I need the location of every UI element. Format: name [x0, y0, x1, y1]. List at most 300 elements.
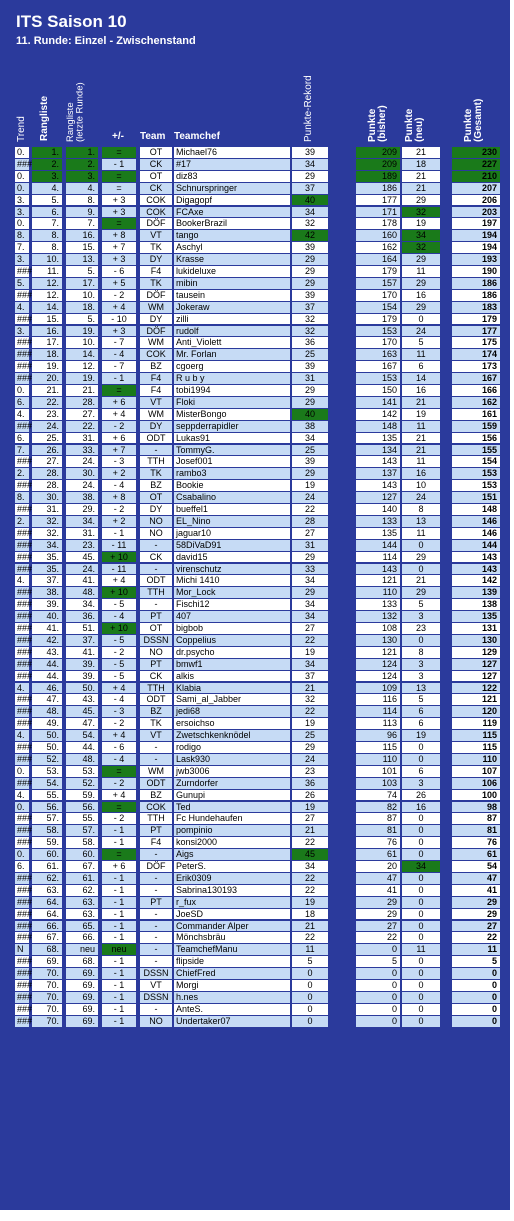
cell-points-total: 29	[452, 909, 500, 920]
cell-change: - 1	[102, 373, 136, 384]
cell-trend: ###	[17, 1003, 33, 1014]
cell-points-before: 141	[356, 397, 400, 408]
cell-points-before: 116	[356, 694, 400, 705]
cell-points-new: 6	[402, 718, 440, 729]
cell-points-total: 121	[452, 694, 500, 705]
cell-record: 0	[292, 968, 328, 979]
cell-rank: 61.	[32, 861, 62, 872]
header-rangliste-letzte: Rangliste (letzte Runde)	[65, 82, 86, 142]
cell-points-before: 130	[356, 635, 400, 646]
cell-points-before: 162	[356, 242, 400, 253]
cell-points-total: 0	[452, 1004, 500, 1015]
cell-rank: 44.	[32, 659, 62, 670]
cell-prev-rank: 2.	[66, 159, 98, 170]
cell-points-total: 0	[452, 980, 500, 991]
cell-rank: 6.	[32, 207, 62, 218]
cell-points-new: 0	[402, 1016, 440, 1027]
cell-change: - 1	[102, 968, 136, 979]
cell-trend: 4.	[15, 730, 29, 741]
cell-points-total: 100	[452, 790, 500, 801]
cell-change: + 4	[102, 575, 136, 586]
cell-points-new: 0	[402, 980, 440, 991]
cell-prev-rank: 63.	[66, 909, 98, 920]
cell-trend: 7.	[15, 242, 29, 253]
cell-points-new: 5	[402, 599, 440, 610]
cell-teamchef: Aigs	[174, 849, 290, 860]
cell-change: - 1	[102, 909, 136, 920]
cell-teamchef: rambo3	[174, 468, 290, 479]
cell-team: TTH	[140, 813, 172, 824]
cell-trend: ###	[17, 932, 33, 943]
cell-points-before: 81	[356, 825, 400, 836]
cell-rank: 55.	[32, 790, 62, 801]
cell-points-total: 193	[452, 254, 500, 265]
cell-record: 36	[292, 778, 328, 789]
cell-record: 34	[292, 659, 328, 670]
cell-points-before: 177	[356, 195, 400, 206]
cell-team: COK	[140, 802, 172, 813]
cell-teamchef: rudolf	[174, 326, 290, 337]
cell-trend: 0.	[15, 802, 29, 813]
cell-team: DSSN	[140, 992, 172, 1003]
cell-points-before: 82	[356, 802, 400, 813]
cell-trend: ###	[17, 611, 33, 622]
cell-team: -	[140, 742, 172, 753]
cell-teamchef: bigbob	[174, 623, 290, 634]
cell-team: BZ	[140, 706, 172, 717]
cell-prev-rank: 62.	[66, 885, 98, 896]
cell-teamchef: ersoichso	[174, 718, 290, 729]
cell-record: 5	[292, 956, 328, 967]
cell-team: -	[140, 909, 172, 920]
cell-team: F4	[140, 385, 172, 396]
cell-trend: ###	[17, 968, 33, 979]
cell-record: 22	[292, 932, 328, 943]
cell-rank: 31.	[32, 504, 62, 515]
cell-points-before: 171	[356, 207, 400, 218]
cell-rank: 21.	[32, 385, 62, 396]
cell-rank: 64.	[32, 909, 62, 920]
cell-trend: ###	[17, 753, 33, 764]
cell-teamchef: Michi 1410	[174, 575, 290, 586]
page-title: ITS Saison 10	[16, 12, 127, 31]
cell-teamchef: tobi1994	[174, 385, 290, 396]
cell-prev-rank: 5.	[66, 266, 98, 277]
cell-record: 34	[292, 599, 328, 610]
cell-trend: ###	[17, 646, 33, 657]
cell-prev-rank: 23.	[66, 540, 98, 551]
cell-trend: 8.	[15, 230, 29, 241]
cell-team: DSSN	[140, 635, 172, 646]
cell-trend: ###	[17, 991, 33, 1002]
cell-change: - 1	[102, 159, 136, 170]
cell-record: 24	[292, 754, 328, 765]
cell-points-new: 10	[402, 480, 440, 491]
cell-teamchef: seppderrapidler	[174, 421, 290, 432]
cell-team: COK	[140, 195, 172, 206]
cell-trend: 0.	[15, 183, 29, 194]
cell-points-new: 0	[402, 754, 440, 765]
cell-trend: N	[15, 944, 29, 955]
cell-change: =	[102, 802, 136, 813]
cell-points-before: 153	[356, 326, 400, 337]
cell-change: + 4	[102, 790, 136, 801]
cell-rank: 63.	[32, 885, 62, 896]
cell-prev-rank: 69.	[66, 980, 98, 991]
cell-team: PT	[140, 825, 172, 836]
cell-prev-rank: 45.	[66, 552, 98, 563]
cell-team: ODT	[140, 778, 172, 789]
cell-points-new: 8	[402, 504, 440, 515]
cell-points-new: 26	[402, 790, 440, 801]
cell-rank: 64.	[32, 897, 62, 908]
cell-points-new: 6	[402, 766, 440, 777]
cell-points-before: 27	[356, 921, 400, 932]
cell-prev-rank: 48.	[66, 587, 98, 598]
cell-rank: 43.	[32, 647, 62, 658]
cell-prev-rank: 34.	[66, 599, 98, 610]
cell-teamchef: Erik0309	[174, 873, 290, 884]
cell-teamchef: Undertaker07	[174, 1016, 290, 1027]
cell-team: WM	[140, 409, 172, 420]
cell-teamchef: jedi68	[174, 706, 290, 717]
cell-prev-rank: 69.	[66, 968, 98, 979]
cell-points-before: 113	[356, 718, 400, 729]
cell-teamchef: alkis	[174, 671, 290, 682]
cell-teamchef: Lask930	[174, 754, 290, 765]
cell-points-total: 194	[452, 242, 500, 253]
cell-points-new: 19	[402, 730, 440, 741]
cell-record: 27	[292, 813, 328, 824]
cell-teamchef: jwb3006	[174, 766, 290, 777]
cell-points-before: 143	[356, 480, 400, 491]
cell-teamchef: EL_Nino	[174, 516, 290, 527]
cell-points-new: 16	[402, 385, 440, 396]
cell-prev-rank: 7.	[66, 218, 98, 229]
cell-prev-rank: 9.	[66, 207, 98, 218]
cell-record: 0	[292, 992, 328, 1003]
cell-rank: 50.	[32, 742, 62, 753]
cell-points-total: 41	[452, 885, 500, 896]
cell-points-before: 20	[356, 861, 400, 872]
cell-change: - 2	[102, 421, 136, 432]
cell-team: DSSN	[140, 968, 172, 979]
cell-rank: 53.	[32, 766, 62, 777]
cell-team: -	[140, 944, 172, 955]
cell-points-new: 0	[402, 825, 440, 836]
cell-prev-rank: 63.	[66, 897, 98, 908]
cell-rank: 44.	[32, 671, 62, 682]
cell-points-total: 142	[452, 575, 500, 586]
cell-record: 22	[292, 873, 328, 884]
cell-points-new: 29	[402, 254, 440, 265]
cell-teamchef: Floki	[174, 397, 290, 408]
cell-team: F4	[140, 266, 172, 277]
cell-teamchef: konsi2000	[174, 837, 290, 848]
cell-points-new: 3	[402, 778, 440, 789]
cell-points-before: 0	[356, 1016, 400, 1027]
cell-team: CK	[140, 183, 172, 194]
cell-prev-rank: 39.	[66, 659, 98, 670]
cell-points-total: 207	[452, 183, 500, 194]
cell-points-total: 186	[452, 290, 500, 301]
cell-change: - 4	[102, 754, 136, 765]
cell-teamchef: mibin	[174, 278, 290, 289]
cell-points-new: 0	[402, 921, 440, 932]
cell-rank: 23.	[32, 409, 62, 420]
cell-points-new: 6	[402, 361, 440, 372]
cell-change: + 6	[102, 433, 136, 444]
cell-change: - 4	[102, 349, 136, 360]
cell-points-total: 135	[452, 611, 500, 622]
cell-points-before: 0	[356, 968, 400, 979]
cell-change: - 6	[102, 742, 136, 753]
cell-record: 28	[292, 516, 328, 527]
cell-record: 26	[292, 790, 328, 801]
cell-team: TK	[140, 468, 172, 479]
cell-record: 39	[292, 361, 328, 372]
cell-teamchef: PeterS.	[174, 861, 290, 872]
cell-prev-rank: 43.	[66, 694, 98, 705]
cell-points-before: 108	[356, 623, 400, 634]
cell-change: - 1	[102, 837, 136, 848]
cell-prev-rank: 57.	[66, 825, 98, 836]
cell-points-before: 209	[356, 147, 400, 158]
cell-change: + 7	[102, 242, 136, 253]
cell-points-new: 32	[402, 207, 440, 218]
cell-team: -	[140, 599, 172, 610]
cell-points-total: 153	[452, 468, 500, 479]
cell-points-before: 189	[356, 171, 400, 182]
cell-record: 29	[292, 587, 328, 598]
cell-points-before: 110	[356, 587, 400, 598]
cell-points-total: 159	[452, 421, 500, 432]
cell-teamchef: 58DiVaD91	[174, 540, 290, 551]
cell-points-new: 6	[402, 706, 440, 717]
cell-team: DÖF	[140, 290, 172, 301]
cell-points-new: 3	[402, 611, 440, 622]
cell-prev-rank: neu	[66, 944, 98, 955]
cell-teamchef: jaguar10	[174, 528, 290, 539]
cell-teamchef: Schnurspringer	[174, 183, 290, 194]
cell-rank: 52.	[32, 754, 62, 765]
cell-team: BZ	[140, 480, 172, 491]
cell-points-total: 61	[452, 849, 500, 860]
cell-team: PT	[140, 659, 172, 670]
cell-record: 34	[292, 159, 328, 170]
cell-record: 18	[292, 909, 328, 920]
cell-trend: ###	[17, 289, 33, 300]
cell-team: -	[140, 754, 172, 765]
cell-record: 0	[292, 1016, 328, 1027]
cell-prev-rank: 37.	[66, 635, 98, 646]
cell-trend: ###	[17, 837, 33, 848]
cell-record: 31	[292, 540, 328, 551]
cell-prev-rank: 18.	[66, 302, 98, 313]
cell-rank: 37.	[32, 575, 62, 586]
cell-trend: ###	[17, 872, 33, 883]
cell-record: 0	[292, 980, 328, 991]
cell-team: ODT	[140, 575, 172, 586]
cell-team: VT	[140, 980, 172, 991]
cell-record: 32	[292, 694, 328, 705]
cell-trend: 6.	[15, 861, 29, 872]
cell-prev-rank: 12.	[66, 361, 98, 372]
cell-record: 29	[292, 397, 328, 408]
cell-rank: 69.	[32, 956, 62, 967]
cell-trend: ###	[17, 908, 33, 919]
cell-trend: 2.	[15, 516, 29, 527]
cell-points-total: 138	[452, 599, 500, 610]
cell-teamchef: Coppelius	[174, 635, 290, 646]
cell-prev-rank: 31.	[66, 528, 98, 539]
cell-points-before: 114	[356, 552, 400, 563]
cell-teamchef: TommyG.	[174, 445, 290, 456]
cell-points-total: 227	[452, 159, 500, 170]
cell-change: - 5	[102, 671, 136, 682]
cell-points-new: 21	[402, 147, 440, 158]
cell-points-total: 98	[452, 802, 500, 813]
cell-points-before: 142	[356, 409, 400, 420]
cell-rank: 46.	[32, 683, 62, 694]
cell-points-total: 175	[452, 337, 500, 348]
cell-teamchef: david15	[174, 552, 290, 563]
cell-team: TK	[140, 718, 172, 729]
cell-points-total: 0	[452, 992, 500, 1003]
cell-points-total: 206	[452, 195, 500, 206]
cell-change: - 1	[102, 992, 136, 1003]
cell-teamchef: r_fux	[174, 897, 290, 908]
cell-points-before: 109	[356, 683, 400, 694]
cell-points-before: 103	[356, 778, 400, 789]
cell-points-before: 170	[356, 337, 400, 348]
cell-points-before: 163	[356, 349, 400, 360]
cell-points-before: 127	[356, 492, 400, 503]
cell-team: COK	[140, 349, 172, 360]
cell-points-total: 110	[452, 754, 500, 765]
cell-trend: ###	[17, 361, 33, 372]
cell-points-before: 0	[356, 980, 400, 991]
cell-teamchef: zilli	[174, 314, 290, 325]
cell-rank: 15.	[32, 314, 62, 325]
cell-rank: 42.	[32, 635, 62, 646]
cell-change: + 3	[102, 207, 136, 218]
cell-team: NO	[140, 647, 172, 658]
cell-team: TK	[140, 242, 172, 253]
cell-rank: 50.	[32, 730, 62, 741]
cell-points-new: 14	[402, 373, 440, 384]
cell-change: + 8	[102, 492, 136, 503]
cell-teamchef: Mr. Forlan	[174, 349, 290, 360]
cell-rank: 62.	[32, 873, 62, 884]
cell-teamchef: Josef001	[174, 456, 290, 467]
cell-points-before: 179	[356, 266, 400, 277]
cell-change: + 6	[102, 861, 136, 872]
cell-rank: 59.	[32, 837, 62, 848]
cell-rank: 4.	[32, 183, 62, 194]
cell-change: - 5	[102, 599, 136, 610]
cell-points-new: 3	[402, 659, 440, 670]
cell-team: COK	[140, 207, 172, 218]
cell-team: BZ	[140, 790, 172, 801]
cell-team: -	[140, 540, 172, 551]
cell-rank: 18.	[32, 349, 62, 360]
cell-record: 37	[292, 671, 328, 682]
cell-trend: 4.	[15, 409, 29, 420]
cell-points-total: 130	[452, 635, 500, 646]
cell-points-before: 134	[356, 445, 400, 456]
cell-team: F4	[140, 373, 172, 384]
cell-trend: ###	[17, 587, 33, 598]
cell-points-total: 122	[452, 683, 500, 694]
cell-trend: ###	[17, 1015, 33, 1026]
cell-prev-rank: 15.	[66, 242, 98, 253]
cell-points-total: 173	[452, 361, 500, 372]
cell-points-total: 29	[452, 897, 500, 908]
cell-points-new: 0	[402, 564, 440, 575]
header-team: Team	[140, 131, 166, 142]
cell-prev-rank: 39.	[66, 671, 98, 682]
cell-points-before: 140	[356, 504, 400, 515]
cell-change: - 7	[102, 361, 136, 372]
cell-points-before: 0	[356, 1004, 400, 1015]
cell-teamchef: 407	[174, 611, 290, 622]
cell-change: - 1	[102, 932, 136, 943]
cell-team: CK	[140, 159, 172, 170]
cell-rank: 34.	[32, 540, 62, 551]
cell-trend: ###	[17, 527, 33, 538]
cell-change: - 4	[102, 611, 136, 622]
cell-points-new: 0	[402, 992, 440, 1003]
cell-prev-rank: 69.	[66, 1004, 98, 1015]
cell-change: - 3	[102, 456, 136, 467]
cell-record: 21	[292, 825, 328, 836]
cell-team: NO	[140, 516, 172, 527]
cell-points-new: 16	[402, 290, 440, 301]
cell-change: - 7	[102, 337, 136, 348]
cell-record: 27	[292, 623, 328, 634]
cell-record: 37	[292, 302, 328, 313]
cell-points-before: 115	[356, 742, 400, 753]
cell-teamchef: MisterBongo	[174, 409, 290, 420]
cell-trend: 0.	[15, 171, 29, 182]
cell-points-before: 74	[356, 790, 400, 801]
cell-points-total: 186	[452, 278, 500, 289]
cell-rank: 58.	[32, 825, 62, 836]
cell-trend: ###	[17, 813, 33, 824]
cell-trend: ###	[17, 337, 33, 348]
cell-trend: ###	[17, 599, 33, 610]
cell-points-total: 107	[452, 766, 500, 777]
cell-team: DY	[140, 421, 172, 432]
cell-prev-rank: 65.	[66, 921, 98, 932]
cell-points-before: 22	[356, 932, 400, 943]
cell-team: -	[140, 932, 172, 943]
cell-trend: 4.	[15, 790, 29, 801]
cell-points-before: 61	[356, 849, 400, 860]
cell-teamchef: Morgi	[174, 980, 290, 991]
cell-trend: 8.	[15, 492, 29, 503]
cell-prev-rank: 27.	[66, 409, 98, 420]
cell-change: + 2	[102, 468, 136, 479]
cell-record: 36	[292, 337, 328, 348]
cell-trend: 3.	[15, 207, 29, 218]
cell-points-total: 0	[452, 968, 500, 979]
cell-points-new: 11	[402, 944, 440, 955]
cell-points-before: 124	[356, 659, 400, 670]
cell-team: CK	[140, 552, 172, 563]
cell-change: + 10	[102, 587, 136, 598]
